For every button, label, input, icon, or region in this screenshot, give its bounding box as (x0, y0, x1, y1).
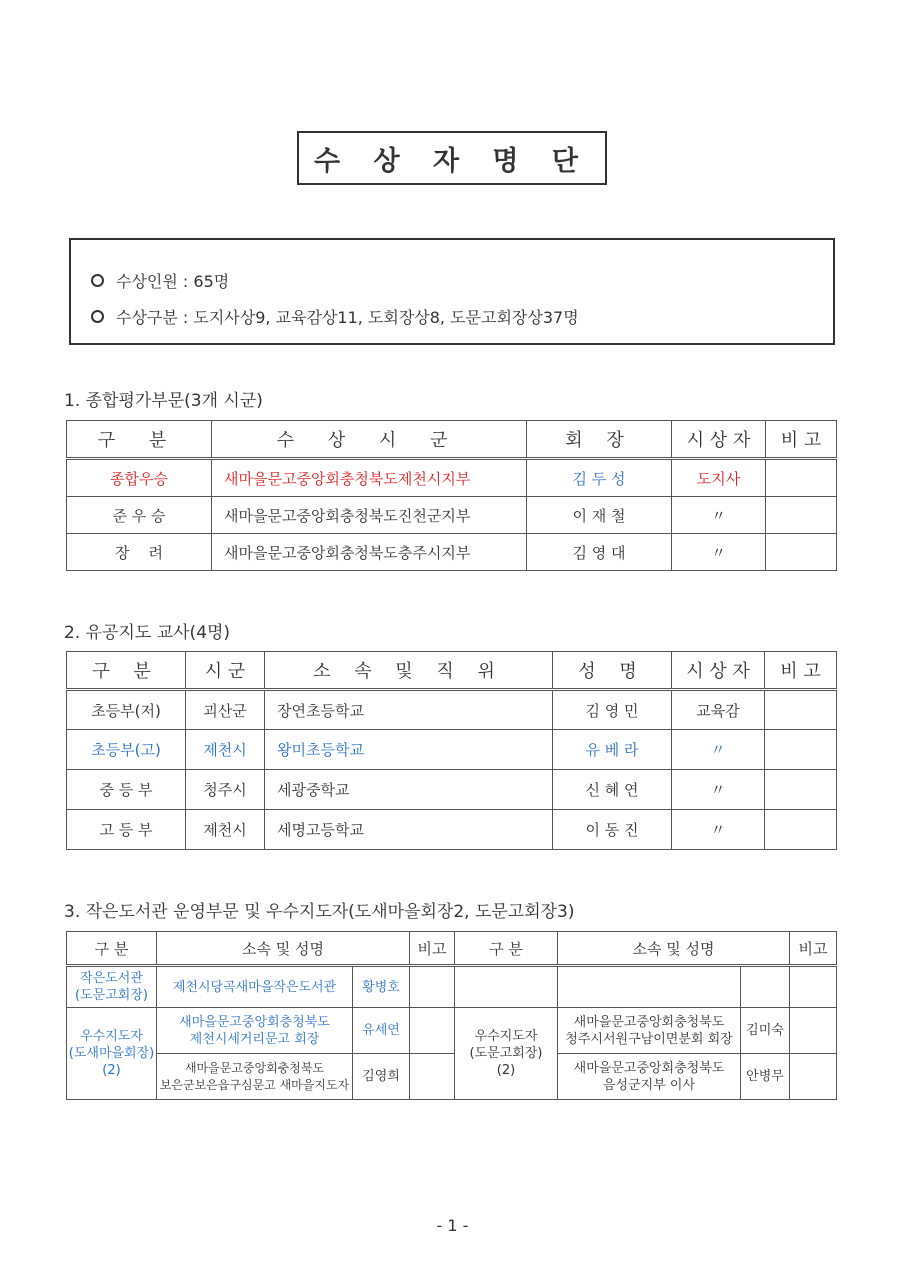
table-row (67, 534, 837, 571)
cell-affiliation: 세광중학교 (265, 770, 553, 810)
table-row (67, 459, 837, 497)
header-note: 비 고 (765, 652, 837, 690)
header-chair: 회 장 (527, 421, 672, 459)
header-category-right: 구 분 (455, 932, 558, 966)
cell-chair: 이 재 철 (527, 497, 672, 534)
circle-bullet-icon (91, 310, 104, 323)
header-city: 시 군 (186, 652, 265, 690)
cell-name: 유세연 (353, 1008, 410, 1054)
cell-note (410, 1054, 455, 1100)
summary-categories-text: 수상구분 : 도지사상9, 교육감상11, 도회장상8, 도문고회장상37명 (116, 307, 579, 327)
cell-category: 장 려 (67, 534, 212, 571)
cell-name: 안병무 (741, 1054, 790, 1100)
cell-chair: 김 영 대 (527, 534, 672, 571)
cell-name: 김 영 민 (553, 690, 672, 730)
cell-note (765, 730, 837, 770)
cell-category: 초등부(저) (67, 690, 186, 730)
table-row (67, 966, 837, 1008)
cell-name: 김미숙 (741, 1008, 790, 1054)
header-note-right: 비고 (790, 932, 837, 966)
cell-affiliation: 새마을문고중앙회충청북도 청주시서원구남이면분회 회장 (558, 1008, 741, 1054)
cell-note (790, 1008, 837, 1054)
table-row (67, 770, 837, 810)
circle-bullet-icon (91, 274, 104, 287)
cell-category: 종합우승 (67, 459, 212, 497)
summary-line-count (91, 262, 833, 298)
section1-table (66, 420, 837, 571)
table-row (67, 690, 837, 730)
cell-note (766, 534, 837, 571)
header-aff-right: 소속 및 성명 (558, 932, 790, 966)
table-row (67, 730, 837, 770)
cell-affiliation: 새마을문고중앙회충청북도 음성군지부 이사 (558, 1054, 741, 1100)
cell-category: 중 등 부 (67, 770, 186, 810)
cell-name: 신 혜 연 (553, 770, 672, 810)
summary-box (69, 238, 835, 345)
cell-name: 황병호 (353, 966, 410, 1008)
header-note-left: 비고 (410, 932, 455, 966)
cell-note (410, 1008, 455, 1054)
cell-name: 이 동 진 (553, 810, 672, 850)
cell-city: 제천시 (186, 730, 265, 770)
cell-org: 새마을문고중앙회충청북도제천시지부 (212, 459, 527, 497)
cell-affiliation: 제천시당곡새마을작은도서관 (157, 966, 353, 1008)
cell-category: 우수지도자 (도새마을회장) (2) (67, 1008, 157, 1100)
cell-city: 제천시 (186, 810, 265, 850)
header-category: 구 분 (67, 652, 186, 690)
cell-awarder: 도지사 (672, 459, 766, 497)
section2-table (66, 651, 837, 850)
cell-affiliation: 장연초등학교 (265, 690, 553, 730)
cell-affiliation: 세명고등학교 (265, 810, 553, 850)
cell-note (410, 966, 455, 1008)
cell-affiliation: 왕미초등학교 (265, 730, 553, 770)
cell-awarder: 〃 (672, 810, 765, 850)
summary-count-text: 수상인원 : 65명 (116, 271, 230, 291)
header-category: 구 분 (67, 421, 212, 459)
cell-note (765, 810, 837, 850)
cell-name: 김영희 (353, 1054, 410, 1100)
page-title: 수 상 자 명 단 (297, 131, 607, 185)
header-awarder: 시 상 자 (672, 652, 765, 690)
cell-category: 고 등 부 (67, 810, 186, 850)
table-row (67, 1008, 837, 1054)
cell-note (790, 966, 837, 1008)
cell-name: 유 베 라 (553, 730, 672, 770)
cell-awarder: 교육감 (672, 690, 765, 730)
cell-org: 새마을문고중앙회충청북도충주시지부 (212, 534, 527, 571)
page-number: - 1 - (436, 1216, 469, 1235)
header-awarder: 시 상 자 (672, 421, 766, 459)
cell-category: 초등부(고) (67, 730, 186, 770)
cell-awarder: 〃 (672, 497, 766, 534)
header-affiliation: 소 속 및 직 위 (265, 652, 553, 690)
table-row (67, 810, 837, 850)
section1-title: 1. 종합평가부문(3개 시군) (64, 391, 263, 411)
cell-awarder: 〃 (672, 770, 765, 810)
header-org: 수 상 시 군 (212, 421, 527, 459)
cell-note (766, 459, 837, 497)
cell-city: 괴산군 (186, 690, 265, 730)
cell-category (455, 966, 558, 1008)
cell-affiliation (558, 966, 741, 1008)
cell-note (790, 1054, 837, 1100)
cell-awarder: 〃 (672, 534, 766, 571)
cell-category: 작은도서관 (도문고회장) (67, 966, 157, 1008)
header-name: 성 명 (553, 652, 672, 690)
table-row (67, 1054, 837, 1100)
section3-table (66, 931, 837, 1100)
section2-title: 2. 유공지도 교사(4명) (64, 623, 231, 643)
cell-note (766, 497, 837, 534)
cell-note (765, 690, 837, 730)
header-aff-left: 소속 및 성명 (157, 932, 410, 966)
cell-name (741, 966, 790, 1008)
cell-affiliation: 새마을문고중앙회충청북도 보은군보은읍구심문고 새마을지도자 (157, 1054, 353, 1100)
cell-org: 새마을문고중앙회충청북도진천군지부 (212, 497, 527, 534)
cell-affiliation: 새마을문고중앙회충청북도 제천시세거리문고 회장 (157, 1008, 353, 1054)
cell-note (765, 770, 837, 810)
section3-title: 3. 작은도서관 운영부문 및 우수지도자(도새마을회장2, 도문고회장3) (64, 902, 575, 922)
table-row (67, 497, 837, 534)
header-note: 비 고 (766, 421, 837, 459)
header-category-left: 구 분 (67, 932, 157, 966)
cell-category: 준 우 승 (67, 497, 212, 534)
cell-city: 청주시 (186, 770, 265, 810)
cell-category: 우수지도자 (도문고회장) (2) (455, 1008, 558, 1100)
cell-chair: 김 두 성 (527, 459, 672, 497)
summary-line-categories (91, 298, 833, 334)
cell-awarder: 〃 (672, 730, 765, 770)
